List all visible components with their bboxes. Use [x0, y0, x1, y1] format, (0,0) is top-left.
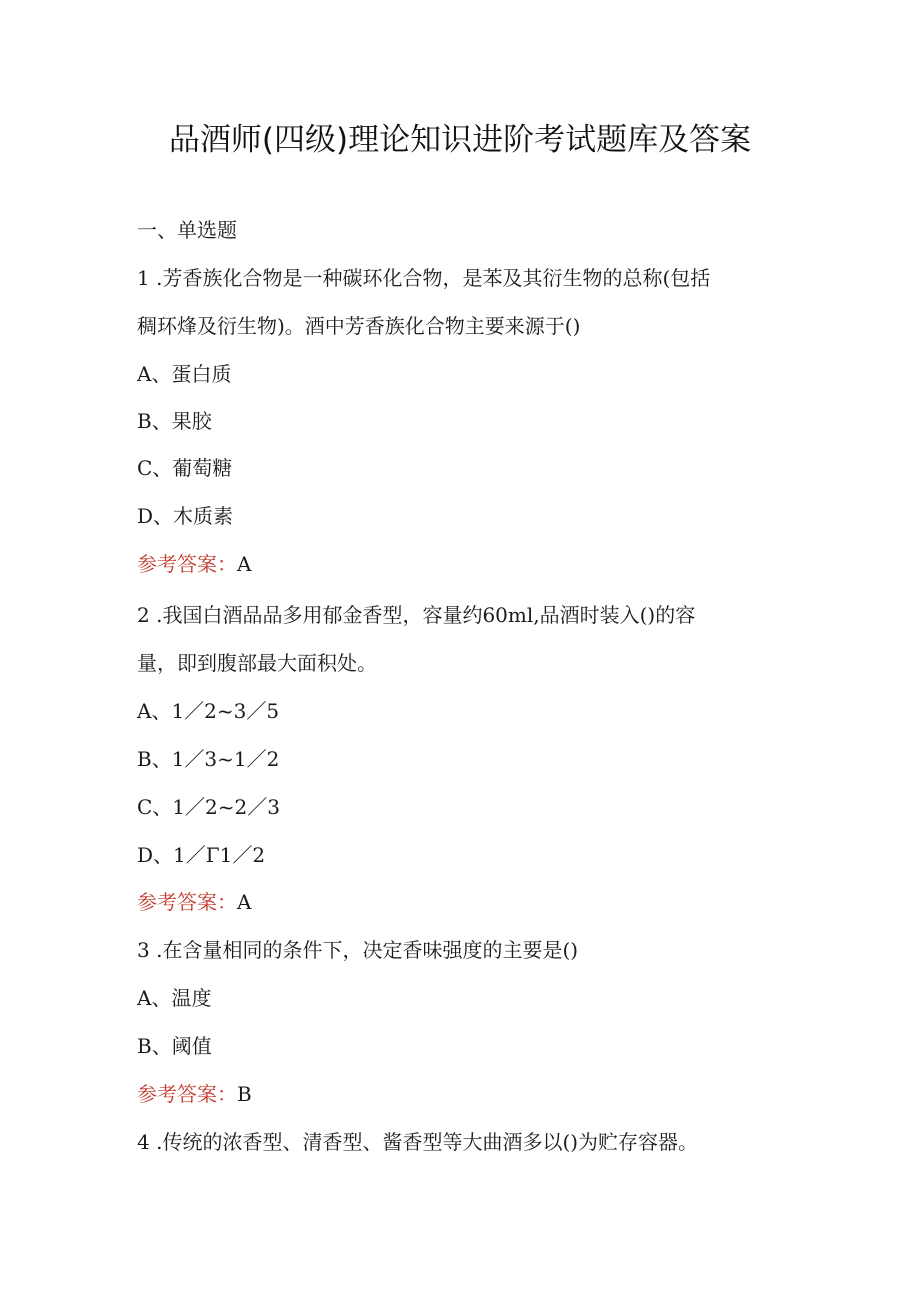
- question-1-stem-line-1: 1 .芳香族化合物是一种碳环化合物，是苯及其衍生物的总称(包括: [137, 266, 711, 290]
- question-2-answer: [137, 888, 251, 916]
- question-3-stem-line-1: 3 .在含量相同的条件下，决定香味强度的主要是(): [137, 938, 579, 962]
- question-2-option-c: C、1／2~2／3: [137, 795, 280, 819]
- question-3-answer: [137, 1080, 252, 1108]
- question-1-option-a: A、蛋白质: [137, 362, 232, 386]
- question-3-option-b: B、阈值: [137, 1034, 212, 1058]
- answer-value: B: [237, 1082, 252, 1106]
- question-1-option-c: C、葡萄糖: [137, 456, 233, 480]
- question-1-option-b: B、果胶: [137, 409, 212, 433]
- question-4-stem-line-1: 4 .传统的浓香型、清香型、酱香型等大曲酒多以()为贮存容器。: [137, 1130, 699, 1154]
- section-heading: 一、单选题: [137, 218, 237, 242]
- question-1-option-d: D、木质素: [137, 504, 234, 528]
- question-2-stem-line-1: 2 .我国白酒品品多用郁金香型，容量约60ml,品酒时装入()的容: [137, 603, 696, 627]
- question-2-option-b: B、1／3~1／2: [137, 747, 280, 771]
- question-1-answer: [137, 550, 251, 578]
- question-2-option-a: A、1／2~3／5: [137, 699, 280, 723]
- question-1-stem-line-2: 稠环烽及衍生物)。酒中芳香族化合物主要来源于(): [137, 314, 581, 338]
- answer-label: 参考答案：: [137, 1082, 237, 1106]
- answer-value: A: [237, 890, 252, 914]
- question-2-option-d: D、1／Γ1／2: [137, 843, 266, 867]
- question-3-option-a: A、温度: [137, 986, 212, 1010]
- answer-value: A: [237, 552, 252, 576]
- question-2-stem-line-2: 量，即到腹部最大面积处。: [137, 651, 377, 675]
- answer-label: 参考答案：: [137, 552, 237, 576]
- answer-label: 参考答案：: [137, 890, 237, 914]
- document-title: 品酒师(四级)理论知识进阶考试题库及答案: [168, 122, 752, 158]
